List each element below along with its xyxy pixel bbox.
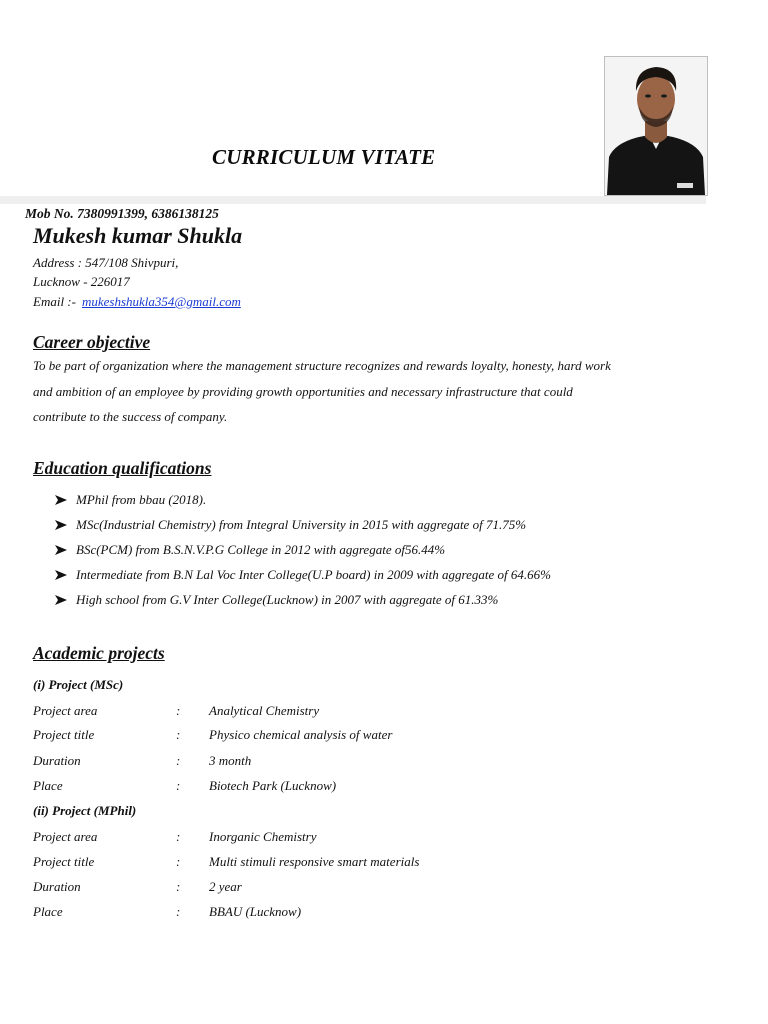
row-value: 3 month	[209, 753, 252, 768]
row-separator: :	[176, 879, 181, 894]
row-key: Project title	[33, 854, 95, 869]
email-link[interactable]: mukeshshukla354@gmail.com	[81, 294, 241, 309]
person-photo-icon	[605, 57, 707, 195]
education-item	[54, 567, 551, 583]
row-value: 2 year	[209, 879, 242, 894]
title-divider	[0, 196, 706, 204]
education-item	[54, 592, 498, 608]
row-key: Project area	[33, 829, 98, 844]
project-row	[33, 829, 553, 847]
row-key: Duration	[33, 753, 81, 768]
row-value: Biotech Park (Lucknow)	[209, 778, 337, 793]
row-separator: :	[176, 854, 181, 869]
education-item-text: MSc(Industrial Chemistry) from Integral University in 2015 with aggregate of 71.75%	[76, 517, 527, 532]
email-line	[33, 294, 241, 310]
arrowhead-bullet-icon	[54, 569, 68, 581]
education-item	[54, 517, 526, 533]
candidate-name: Mukesh kumar Shukla	[33, 223, 243, 248]
education-item	[54, 542, 445, 558]
project-row	[33, 703, 553, 721]
education-item-text: High school from G.V Inter College(Lucknow) in 2007 with aggregate of 61.33%	[76, 592, 499, 607]
career-objective-heading: Career objective	[33, 332, 151, 352]
address-line-2: Lucknow - 226017	[33, 274, 130, 289]
address-line-1: Address : 547/108 Shivpuri,	[33, 255, 179, 270]
career-line-3: contribute to the success of company.	[33, 409, 228, 424]
profile-photo	[604, 56, 708, 196]
row-value: BBAU (Lucknow)	[209, 904, 302, 919]
project-row	[33, 854, 553, 872]
career-line-1: To be part of organization where the management structure recognizes and rewards loyalty, honesty, hard work	[33, 358, 611, 373]
project-row	[33, 753, 553, 771]
row-separator: :	[176, 904, 181, 919]
academic-projects-heading: Academic projects	[33, 643, 165, 663]
row-key: Project title	[33, 727, 95, 742]
row-value: Analytical Chemistry	[209, 703, 320, 718]
education-heading: Education qualifications	[33, 458, 212, 478]
education-item	[54, 492, 206, 508]
row-key: Duration	[33, 879, 81, 894]
career-line-2: and ambition of an employee by providing growth opportunities and necessary infrastructure that could	[33, 384, 573, 399]
row-key: Project area	[33, 703, 98, 718]
arrowhead-bullet-icon	[54, 494, 68, 506]
row-separator: :	[176, 727, 181, 742]
education-item-text: BSc(PCM) from B.S.N.V.P.G College in 2012 with aggregate of56.44%	[76, 542, 446, 557]
row-separator: :	[176, 703, 181, 718]
row-separator: :	[176, 753, 181, 768]
project-row	[33, 778, 553, 796]
arrowhead-bullet-icon	[54, 544, 68, 556]
project-row	[33, 727, 553, 745]
education-item-text: MPhil from bbau (2018).	[76, 492, 207, 507]
row-value: Physico chemical analysis of water	[209, 727, 393, 742]
row-key: Place	[33, 778, 63, 793]
row-separator: :	[176, 829, 181, 844]
project-msc-label: (i) Project (MSc)	[33, 677, 124, 692]
project-row	[33, 879, 553, 897]
row-separator: :	[176, 778, 181, 793]
row-key: Place	[33, 904, 63, 919]
page-title: CURRICULUM VITATE	[212, 145, 436, 169]
arrowhead-bullet-icon	[54, 594, 68, 606]
arrowhead-bullet-icon	[54, 519, 68, 531]
mobile-numbers: Mob No. 7380991399, 6386138125	[25, 206, 219, 221]
project-mphil-label: (ii) Project (MPhil)	[33, 803, 137, 818]
row-value: Inorganic Chemistry	[209, 829, 317, 844]
project-row	[33, 904, 553, 922]
row-value: Multi stimuli responsive smart materials	[209, 854, 420, 869]
education-item-text: Intermediate from B.N Lal Voc Inter College(U.P board) in 2009 with aggregate of 64.66%	[76, 567, 551, 582]
email-label: Email :-	[33, 294, 76, 309]
